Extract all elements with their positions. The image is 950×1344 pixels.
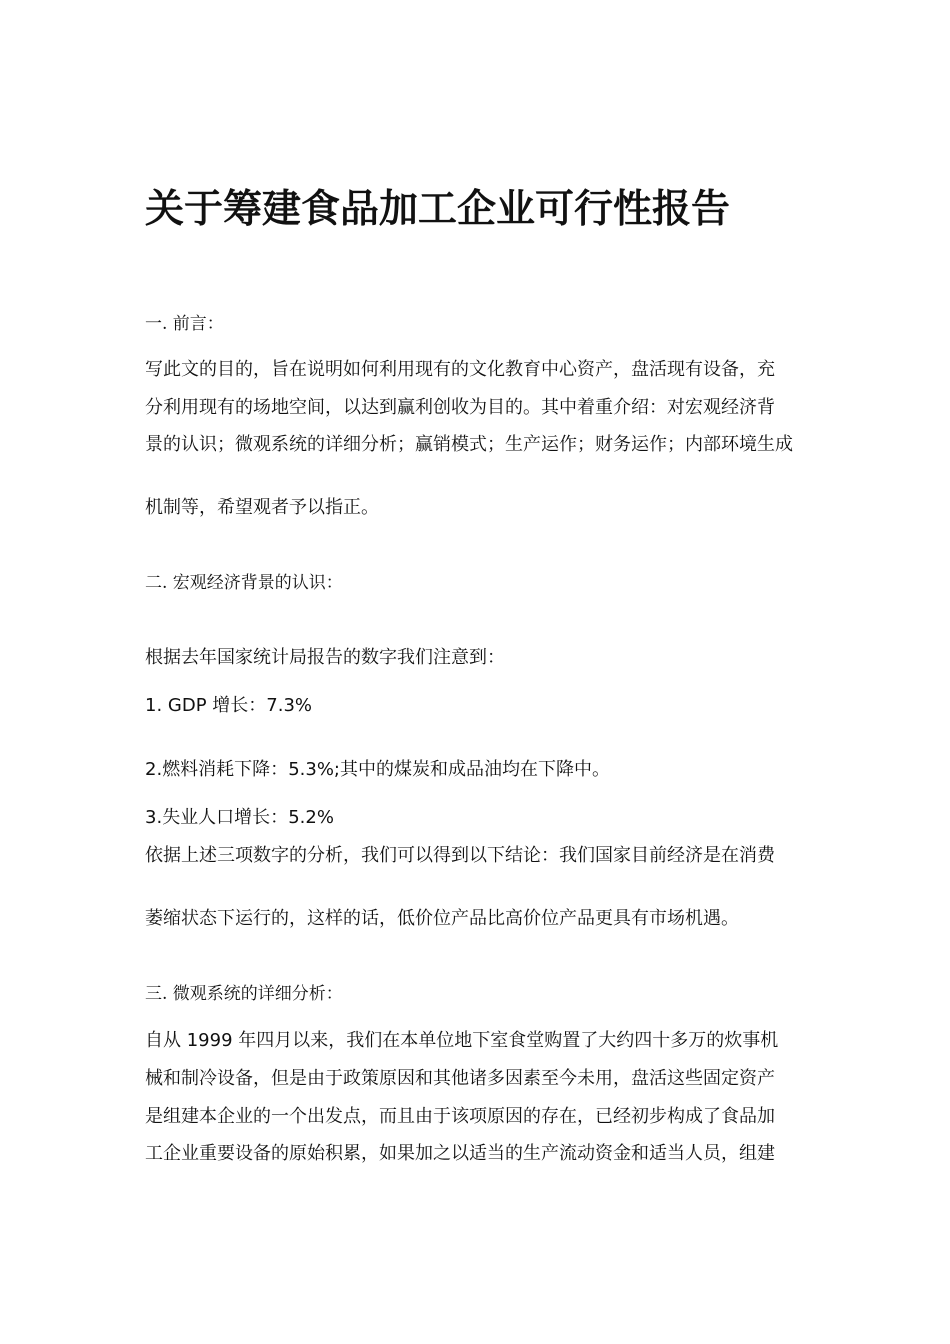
stat-item-unemployment bbox=[145, 805, 334, 831]
section-3-line-1-post: 年四月以来，我们在本单位地下室食堂购置了大约四十多万的炊事机 bbox=[232, 1030, 779, 1051]
stat-item-label: 失业人口增长： bbox=[162, 807, 289, 828]
section-1-line-3: 景的认识；微观系统的详细分析；赢销模式；生产运作；财务运作；内部环境生成 bbox=[145, 434, 793, 455]
stat-item-prefix: 3. bbox=[145, 807, 163, 828]
section-3-line-2: 械和制冷设备，但是由于政策原因和其他诸多因素至今未用，盘活这些固定资产 bbox=[145, 1068, 775, 1089]
stat-item-note: 其中的煤炭和成品油均在下降中。 bbox=[339, 759, 610, 780]
section-3-heading: 三. 微观系统的详细分析： bbox=[145, 984, 343, 1004]
stat-item-value: 5.2% bbox=[288, 807, 334, 828]
conclusion-line-2: 萎缩状态下运行的，这样的话，低价位产品比高价位产品更具有市场机遇。 bbox=[145, 908, 739, 929]
page-title: 关于筹建食品加工企业可行性报告 bbox=[145, 187, 731, 232]
stat-item-prefix: 2. bbox=[145, 759, 163, 780]
stat-item-value: 7.3% bbox=[266, 695, 313, 716]
stat-item-fuel bbox=[145, 757, 610, 783]
section-1-line-1: 写此文的目的，旨在说明如何利用现有的文化教育中心资产，盘活现有设备，充 bbox=[145, 359, 775, 380]
section-3-line-1 bbox=[145, 1028, 778, 1054]
year-number: 1999 bbox=[186, 1030, 233, 1051]
stat-item-prefix: 1. GDP bbox=[145, 695, 213, 716]
stat-item-label: 增长： bbox=[212, 695, 267, 716]
stat-item-gdp bbox=[145, 693, 312, 719]
section-1-heading: 一. 前言： bbox=[145, 314, 224, 334]
section-3-line-1-pre: 自从 bbox=[145, 1030, 187, 1051]
conclusion-line-1: 依据上述三项数字的分析，我们可以得到以下结论：我们国家目前经济是在消费 bbox=[145, 845, 775, 866]
section-2-heading: 二. 宏观经济背景的认识： bbox=[145, 573, 343, 593]
section-3-line-4: 工企业重要设备的原始积累，如果加之以适当的生产流动资金和适当人员，组建 bbox=[145, 1143, 775, 1164]
stat-item-value: 5.3%; bbox=[288, 759, 340, 780]
stat-item-label: 燃料消耗下降： bbox=[162, 759, 289, 780]
section-1-line-2: 分利用现有的场地空间，以达到赢利创收为目的。其中着重介绍：对宏观经济背 bbox=[145, 397, 775, 418]
section-1-line-4: 机制等，希望观者予以指正。 bbox=[145, 497, 379, 518]
section-3-line-3: 是组建本企业的一个出发点，而且由于该项原因的存在，已经初步构成了食品加 bbox=[145, 1106, 775, 1127]
section-2-intro: 根据去年国家统计局报告的数字我们注意到： bbox=[145, 647, 505, 668]
